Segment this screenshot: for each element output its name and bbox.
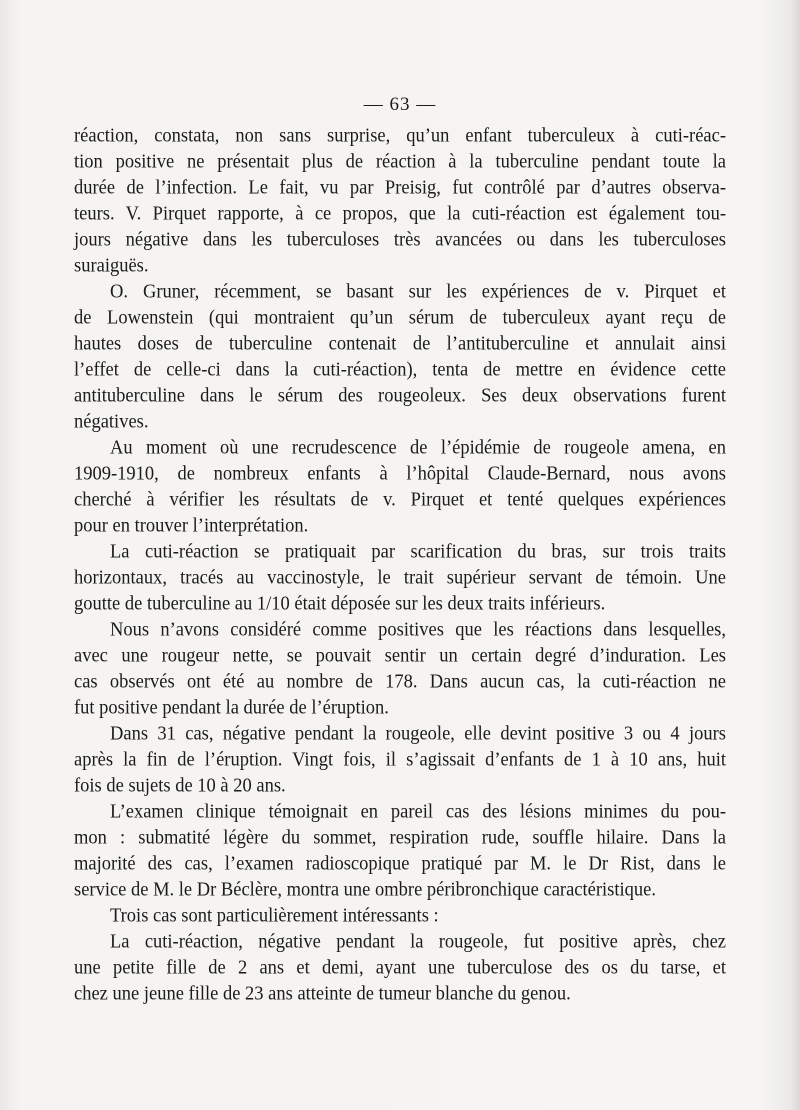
- text-line: après la fin de l’éruption. Vingt fois, il s’agissait d’enfants de 1 à 10 ans, huit: [74, 749, 726, 771]
- text-line: antituberculine dans le sérum des rougeoleux. Ses deux observations furent: [74, 385, 726, 407]
- text-line: réaction, constata, non sans surprise, qu’un enfant tuberculeux à cuti-réac-: [74, 125, 726, 147]
- text-line: cas observés ont été au nombre de 178. Dans aucun cas, la cuti-réaction ne: [74, 671, 726, 693]
- paragraph: [74, 539, 726, 617]
- text-line: Au moment où une recrudescence de l’épidémie de rougeole amena, en: [110, 437, 726, 459]
- paragraph: [74, 279, 726, 435]
- text-line: hautes doses de tuberculine contenait de l’antituberculine et annulait ainsi: [74, 333, 726, 355]
- text-line: mon : submatité légère du sommet, respiration rude, souffle hilaire. Dans la: [74, 827, 726, 849]
- text-line: Dans 31 cas, négative pendant la rougeole, elle devint positive 3 ou 4 jours: [110, 723, 726, 745]
- text-line: tion positive ne présentait plus de réaction à la tuberculine pendant toute la: [74, 151, 726, 173]
- text-line: teurs. V. Pirquet rapporte, à ce propos, que la cuti-réaction est également tou-: [74, 203, 726, 225]
- text-line: majorité des cas, l’examen radioscopique pratiqué par M. le Dr Rist, dans le: [74, 853, 726, 875]
- text-line: service de M. le Dr Béclère, montra une ombre péribronchique caractéristique.: [74, 879, 656, 901]
- text-line: négatives.: [74, 411, 149, 433]
- text-line: horizontaux, tracés au vaccinostyle, le trait supérieur servant de témoin. Une: [74, 567, 726, 589]
- text-line: une petite fille de 2 ans et demi, ayant une tuberculose des os du tarse, et: [74, 957, 726, 979]
- text-line: Trois cas sont particulièrement intéressants :: [110, 905, 439, 927]
- text-line: L’examen clinique témoignait en pareil cas des lésions minimes du pou-: [110, 801, 726, 823]
- text-line: pour en trouver l’interprétation.: [74, 515, 309, 537]
- text-line: avec une rougeur nette, se pouvait sentir un certain degré d’induration. Les: [74, 645, 726, 667]
- text-line: O. Gruner, récemment, se basant sur les expériences de v. Pirquet et: [110, 281, 726, 303]
- paragraph: [74, 435, 726, 539]
- text-line: suraiguës.: [74, 255, 149, 277]
- text-line: durée de l’infection. Le fait, vu par Preisig, fut contrôlé par d’autres observa-: [74, 177, 726, 199]
- text-line: chez une jeune fille de 23 ans atteinte de tumeur blanche du genou.: [74, 983, 571, 1005]
- text-line: de Lowenstein (qui montraient qu’un sérum de tuberculeux ayant reçu de: [74, 307, 726, 329]
- paragraph: [74, 903, 726, 929]
- paragraph: [74, 929, 726, 1007]
- text-line: cherché à vérifier les résultats de v. Pirquet et tenté quelques expériences: [74, 489, 726, 511]
- body-text: [74, 123, 726, 1007]
- text-line: Nous n’avons considéré comme positives que les réactions dans lesquelles,: [110, 619, 726, 641]
- paragraph: [74, 721, 726, 799]
- text-line: fut positive pendant la durée de l’éruption.: [74, 697, 389, 719]
- text-line: l’effet de celle-ci dans la cuti-réaction), tenta de mettre en évidence cette: [74, 359, 726, 381]
- paragraph: [74, 123, 726, 279]
- text-line: fois de sujets de 10 à 20 ans.: [74, 775, 286, 797]
- page-number: — 63 —: [363, 94, 437, 115]
- paragraph: [74, 799, 726, 903]
- text-line: La cuti-réaction, négative pendant la rougeole, fut positive après, chez: [110, 931, 726, 953]
- text-line: jours négative dans les tuberculoses très avancées ou dans les tuberculoses: [74, 229, 726, 251]
- text-line: 1909-1910, de nombreux enfants à l’hôpital Claude-Bernard, nous avons: [74, 463, 726, 485]
- text-line: goutte de tuberculine au 1/10 était déposée sur les deux traits inférieurs.: [74, 593, 606, 615]
- text-line: La cuti-réaction se pratiquait par scarification du bras, sur trois traits: [110, 541, 726, 563]
- paragraph: [74, 617, 726, 721]
